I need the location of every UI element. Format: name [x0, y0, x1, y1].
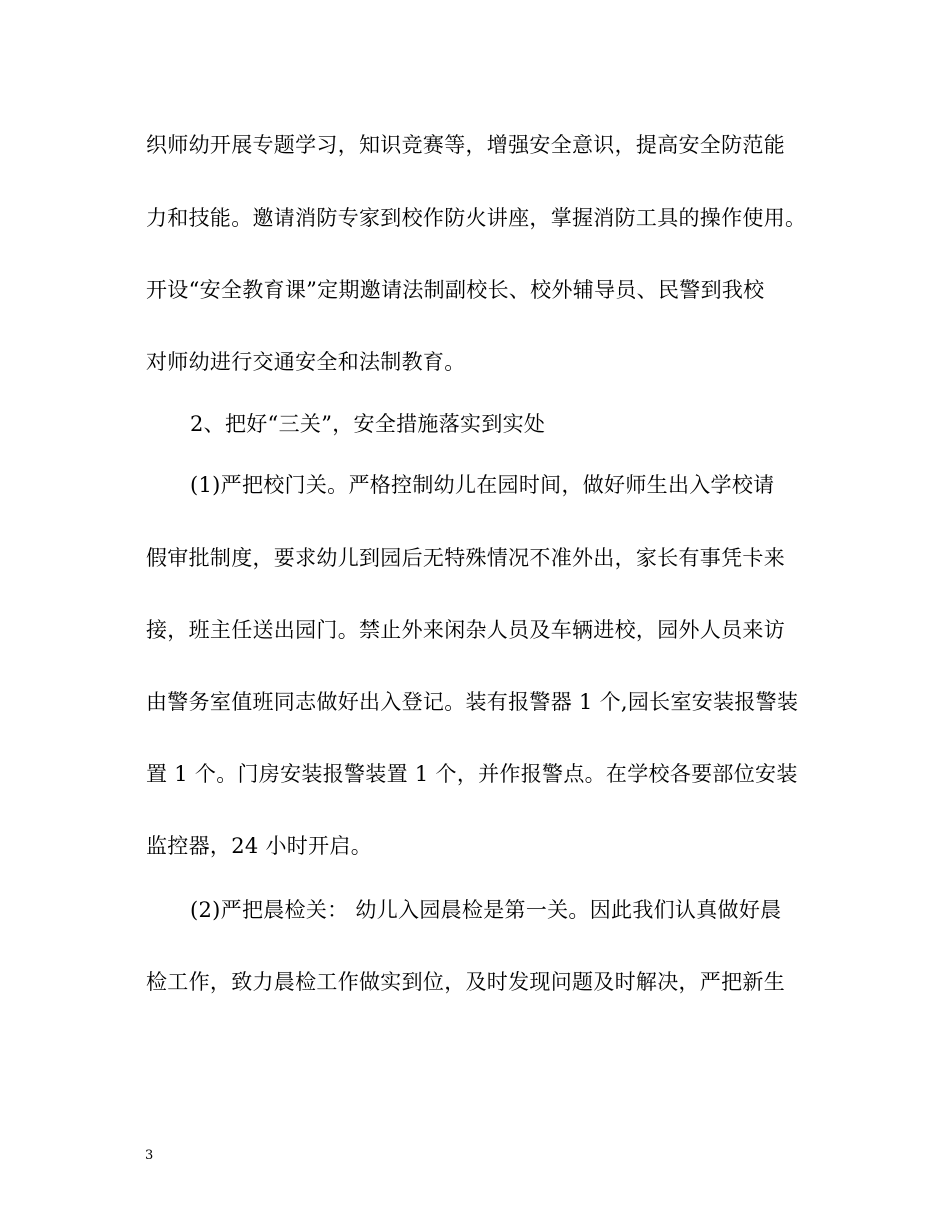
paragraph-line-8: 接，班主任送出园门。禁止外来闲杂人员及车辆进校，园外人员来访: [146, 618, 785, 642]
paragraph-line-6: (1)严把校门关。严格控制幼儿在园时间，做好师生出入学校请: [190, 473, 775, 497]
paragraph-line-3: 开设“安全教育课”定期邀请法制副校长、校外辅导员、民警到我校: [146, 278, 765, 302]
section-heading: 2、把好“三关”，安全措施落实到实处: [190, 412, 546, 436]
paragraph-line-13: 检工作，致力晨检工作做实到位，及时发现问题及时解决，严把新生: [146, 970, 785, 994]
paragraph-line-11: 监控器，24 小时开启。: [146, 834, 372, 858]
paragraph-line-4: 对师幼进行交通安全和法制教育。: [146, 350, 466, 374]
paragraph-line-1: 织师幼开展专题学习，知识竞赛等，增强安全意识，提高安全防范能: [146, 133, 785, 157]
paragraph-line-12: (2)严把晨检关： 幼儿入园晨检是第一关。因此我们认真做好晨: [190, 898, 782, 922]
paragraph-line-10: 置 1 个。门房安装报警装置 1 个，并作报警点。在学校各要部位安装: [146, 762, 798, 786]
paragraph-line-9: 由警务室值班同志做好出入登记。装有报警器 1 个,园长室安装报警装: [146, 690, 799, 714]
paragraph-line-7: 假审批制度，要求幼儿到园后无特殊情况不准外出，家长有事凭卡来: [146, 546, 785, 570]
page-number: 3: [145, 1148, 154, 1163]
paragraph-line-2: 力和技能。邀请消防专家到校作防火讲座，掌握消防工具的操作使用。: [146, 206, 807, 230]
